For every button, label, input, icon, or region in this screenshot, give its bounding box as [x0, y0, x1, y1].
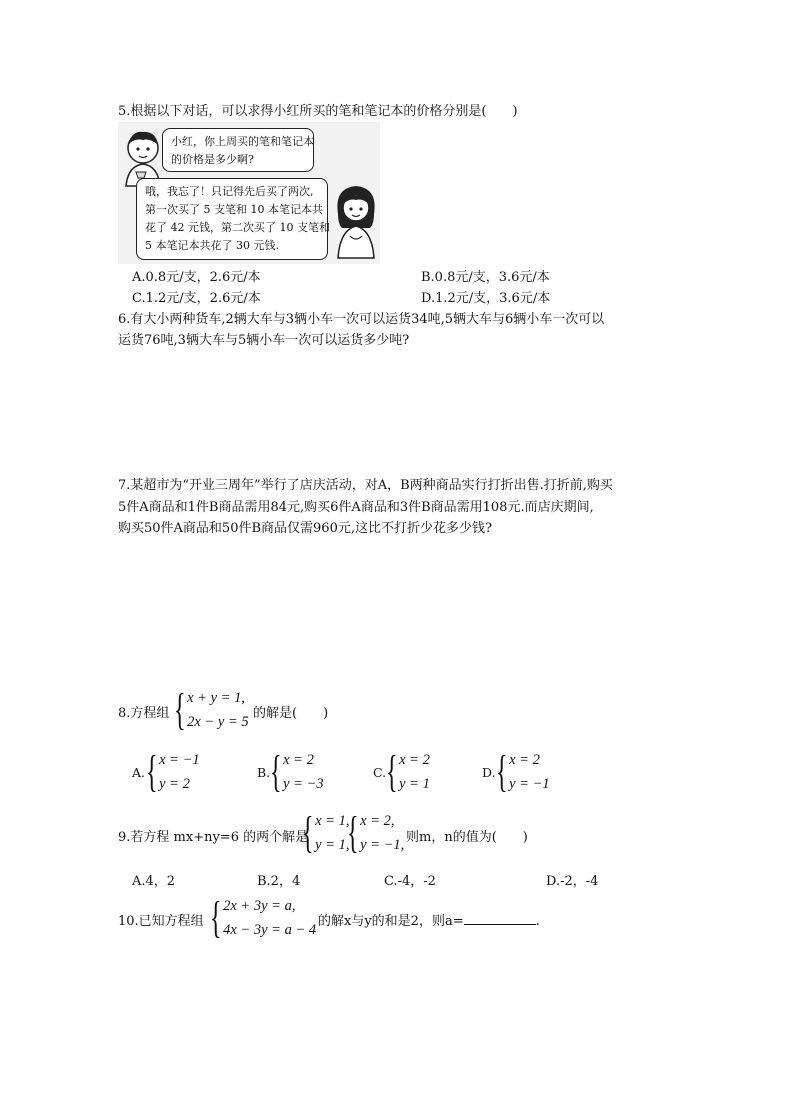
q9-solution-2-brace: { — [347, 808, 359, 857]
q8-eq-1: x + y = 1, — [187, 690, 245, 706]
girl-speech-line-4: 5 本笔记本共花了 30 元钱. — [145, 239, 279, 252]
boy-speech-bubble — [162, 128, 314, 172]
q9-solution-1-eq-2: y = 1, — [315, 837, 350, 853]
q9-option-c: C.-4，-2 — [384, 874, 436, 889]
q10-brace: { — [210, 893, 222, 942]
q10-suffix: 的解x与y的和是2，则a= — [318, 914, 464, 929]
q5-dialogue-illustration — [118, 122, 380, 264]
q8-prefix: 8.方程组 — [118, 706, 170, 721]
q5-option-c: C.1.2元/支，2.6元/本 — [132, 291, 261, 306]
girl-speech-line-1: 哦，我忘了！只记得先后买了两次, — [145, 185, 314, 198]
q9-solution-2 — [347, 809, 404, 857]
q8-equation-system — [174, 686, 249, 734]
q7-line-3: 购买50件A商品和50件B商品仅需960元,这比不打折少花多少钱? — [118, 521, 492, 536]
q7-line-2: 5件A商品和1件B商品需用84元,购买6件A商品和3件B商品需用108元.而店庆期间, — [118, 500, 594, 515]
q8-option-b-label: B. — [257, 765, 271, 780]
q10-end: . — [535, 914, 540, 929]
q8-option-a-eq-2: y = 2 — [159, 776, 190, 792]
q10-eq-2: 4x − 3y = a − 4 — [223, 922, 317, 938]
girl-speech-line-2: 第一次买了 5 支笔和 10 本笔记本共 — [145, 203, 323, 216]
q10-suffix-wrap — [318, 910, 540, 929]
q8-option-c-brace: { — [386, 747, 398, 796]
q8-option-c-eq-1: x = 2 — [399, 752, 430, 768]
q10-equation-system — [210, 894, 316, 942]
q5-option-d: D.1.2元/支，3.6元/本 — [421, 291, 551, 306]
q7-line-1: 7.某超市为“开业三周年”举行了店庆活动，对A，B两种商品实行打折出售.打折前,购买 — [118, 478, 613, 493]
q8-option-a-label: A. — [132, 765, 146, 780]
q8-option-a — [146, 748, 200, 796]
q9-solution-1 — [302, 809, 349, 857]
q5-option-a: A.0.8元/支，2.6元/本 — [132, 270, 261, 285]
q8-option-c-label: C. — [373, 765, 387, 780]
girl-speech-bubble — [136, 178, 328, 260]
q9-solution-2-eq-2: y = −1, — [360, 837, 405, 853]
boy-speech-line-2: 的价格是多少啊? — [171, 153, 254, 166]
q8-option-c-eq-2: y = 1 — [399, 776, 430, 792]
q8-option-b-brace: { — [270, 747, 282, 796]
q10-eq-1: 2x + 3y = a, — [223, 898, 296, 914]
q8-option-b — [270, 748, 324, 796]
girl-speech-line-3: 花了 42 元钱，第二次买了 10 支笔和 — [145, 221, 330, 234]
q8-option-a-eq-1: x = −1 — [159, 752, 200, 768]
q9-solution-1-eq-1: x = 1, — [315, 813, 350, 829]
q8-option-d-eq-1: x = 2 — [509, 752, 540, 768]
q9-suffix: 则m，n的值为( ) — [406, 830, 528, 845]
q9-solution-1-brace: { — [302, 808, 314, 857]
q9-option-a: A.4，2 — [132, 874, 176, 889]
boy-speech-line-1: 小红，你上周买的笔和笔记本 — [171, 135, 314, 148]
q8-eq-2: 2x − y = 5 — [187, 714, 249, 730]
q8-option-c — [386, 748, 430, 796]
q9-solution-2-eq-1: x = 2, — [360, 813, 395, 829]
q8-option-b-eq-1: x = 2 — [283, 752, 314, 768]
q5-option-b: B.0.8元/支，3.6元/本 — [421, 270, 550, 285]
q8-option-d-eq-2: y = −1 — [509, 776, 550, 792]
q8-brace: { — [174, 685, 186, 734]
q8-option-d-label: D. — [482, 765, 496, 780]
q10-prefix: 10.已知方程组 — [118, 914, 204, 929]
q6-line-2: 运货76吨,3辆大车与5辆小车一次可以运货多少吨? — [118, 333, 410, 348]
q9-option-d: D.-2，-4 — [546, 874, 599, 889]
q8-suffix: 的解是( ) — [253, 706, 329, 721]
q6-line-1: 6.有大小两种货车,2辆大车与3辆小车一次可以运货34吨,5辆大车与6辆小车一次可以 — [118, 312, 605, 327]
q8-option-d — [496, 748, 550, 796]
girl-icon — [330, 182, 382, 260]
q9-prefix: 9.若方程 mx+ny=6 的两个解是 — [118, 830, 309, 845]
q8-option-b-eq-2: y = −3 — [283, 776, 324, 792]
q5-stem: 5.根据以下对话，可以求得小红所买的笔和笔记本的价格分别是( ) — [118, 104, 518, 119]
q10-answer-blank[interactable] — [464, 912, 536, 925]
q8-option-d-brace: { — [496, 747, 508, 796]
q9-option-b: B.2，4 — [257, 874, 301, 889]
q8-option-a-brace: { — [146, 747, 158, 796]
